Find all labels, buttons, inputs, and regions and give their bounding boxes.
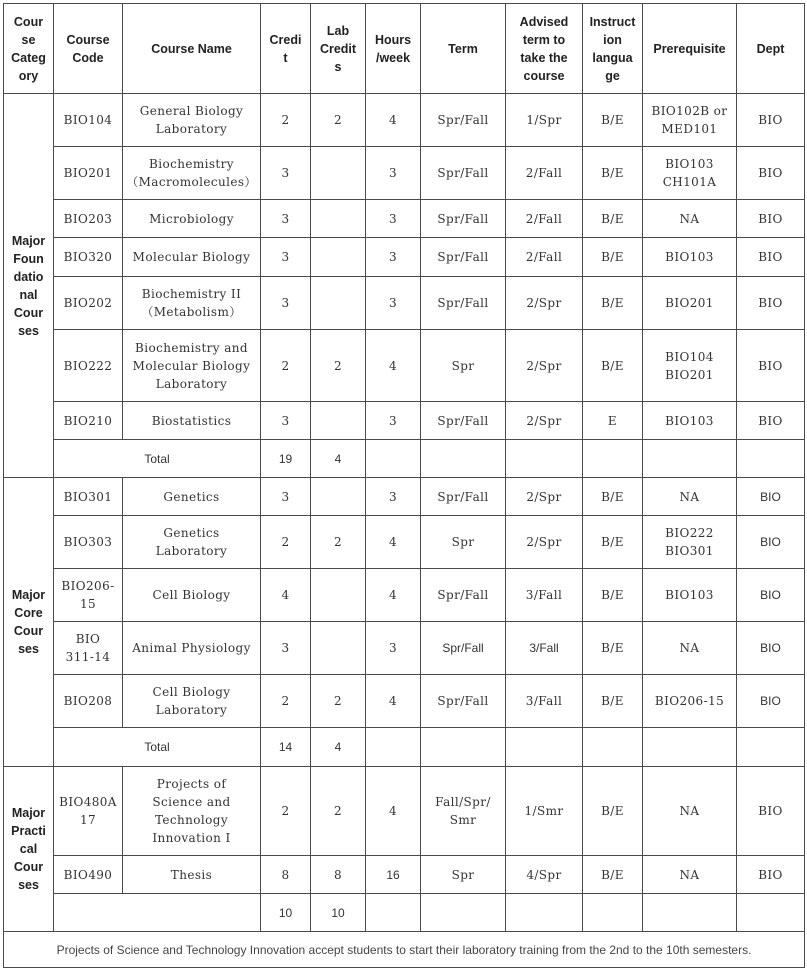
header-term: Term bbox=[421, 4, 506, 94]
header-dept: Dept bbox=[737, 4, 805, 94]
cell-term: Spr/Fall bbox=[421, 478, 506, 516]
cell-lab-credits: 8 bbox=[311, 856, 366, 894]
cell-prerequisite: BIO222 BIO301 bbox=[643, 516, 737, 569]
cell-code: BIO210 bbox=[54, 402, 123, 440]
cell-advised-term: 2/Fall bbox=[506, 238, 583, 277]
cell-name: Genetics bbox=[123, 478, 261, 516]
header-hours-week: Hours /week bbox=[366, 4, 421, 94]
total-credit: 19 bbox=[261, 440, 311, 478]
cell-dept: BIO bbox=[737, 330, 805, 402]
cell-credit: 3 bbox=[261, 277, 311, 330]
cell-lab-credits bbox=[311, 238, 366, 277]
cell-code: BIO201 bbox=[54, 147, 123, 200]
cell-dept: BIO bbox=[737, 622, 805, 675]
cell-language: B/E bbox=[583, 675, 643, 728]
cell-credit: 3 bbox=[261, 200, 311, 238]
empty-cell bbox=[583, 440, 643, 478]
cell-name: Biostatistics bbox=[123, 402, 261, 440]
cell-language: E bbox=[583, 402, 643, 440]
cell-code: BIO490 bbox=[54, 856, 123, 894]
table-row bbox=[4, 200, 805, 238]
table-row bbox=[4, 147, 805, 200]
cell-term: Spr/Fall bbox=[421, 402, 506, 440]
total-lab-credits: 4 bbox=[311, 440, 366, 478]
empty-cell bbox=[506, 440, 583, 478]
total-label bbox=[54, 894, 261, 932]
cell-hours: 3 bbox=[366, 478, 421, 516]
cell-dept: BIO bbox=[737, 675, 805, 728]
cell-code: BIO320 bbox=[54, 238, 123, 277]
cell-language: B/E bbox=[583, 330, 643, 402]
cell-hours: 3 bbox=[366, 277, 421, 330]
cell-advised-term: 2/Spr bbox=[506, 478, 583, 516]
cell-lab-credits bbox=[311, 402, 366, 440]
cell-dept: BIO bbox=[737, 856, 805, 894]
empty-cell bbox=[737, 894, 805, 932]
cell-dept: BIO bbox=[737, 200, 805, 238]
cell-advised-term: 4/Spr bbox=[506, 856, 583, 894]
header-instruction-language: Instruct ion langua ge bbox=[583, 4, 643, 94]
table-row bbox=[4, 478, 805, 516]
table-row bbox=[4, 516, 805, 569]
empty-cell bbox=[737, 728, 805, 767]
cell-term: Spr bbox=[421, 330, 506, 402]
cell-advised-term: 2/Spr bbox=[506, 277, 583, 330]
cell-hours: 3 bbox=[366, 622, 421, 675]
cell-language: B/E bbox=[583, 200, 643, 238]
header-course-name: Course Name bbox=[123, 4, 261, 94]
cell-advised-term: 3/Fall bbox=[506, 569, 583, 622]
cell-prerequisite: BIO103 bbox=[643, 402, 737, 440]
header-course-code: Course Code bbox=[54, 4, 123, 94]
cell-language: B/E bbox=[583, 856, 643, 894]
cell-hours: 4 bbox=[366, 330, 421, 402]
cell-prerequisite: NA bbox=[643, 200, 737, 238]
cell-dept: BIO bbox=[737, 147, 805, 200]
table-row bbox=[4, 330, 805, 402]
empty-cell bbox=[506, 894, 583, 932]
cell-prerequisite: BIO103 CH101A bbox=[643, 147, 737, 200]
table-row bbox=[4, 856, 805, 894]
cell-lab-credits bbox=[311, 147, 366, 200]
cell-hours: 4 bbox=[366, 94, 421, 147]
empty-cell bbox=[421, 894, 506, 932]
cell-dept: BIO bbox=[737, 94, 805, 147]
cell-language: B/E bbox=[583, 622, 643, 675]
cell-lab-credits: 2 bbox=[311, 767, 366, 856]
cell-advised-term: 2/Spr bbox=[506, 330, 583, 402]
header-lab-credits: Lab Credit s bbox=[311, 4, 366, 94]
cell-credit: 2 bbox=[261, 94, 311, 147]
cell-language: B/E bbox=[583, 478, 643, 516]
cell-language: B/E bbox=[583, 516, 643, 569]
cell-term: Spr/Fall bbox=[421, 569, 506, 622]
cell-lab-credits: 2 bbox=[311, 330, 366, 402]
table-row bbox=[4, 675, 805, 728]
cell-credit: 3 bbox=[261, 622, 311, 675]
empty-cell bbox=[366, 440, 421, 478]
cell-term: Spr/Fall bbox=[421, 200, 506, 238]
table-row bbox=[4, 622, 805, 675]
cell-dept: BIO bbox=[737, 478, 805, 516]
course-table bbox=[3, 3, 805, 968]
cell-advised-term: 3/Fall bbox=[506, 675, 583, 728]
cell-code: BIO202 bbox=[54, 277, 123, 330]
cell-hours: 3 bbox=[366, 147, 421, 200]
cell-term: Spr bbox=[421, 516, 506, 569]
cell-term: Fall/Spr/ Smr bbox=[421, 767, 506, 856]
cell-credit: 2 bbox=[261, 516, 311, 569]
category-cell: Major Practi cal Cour ses bbox=[4, 767, 54, 932]
cell-hours: 4 bbox=[366, 675, 421, 728]
table-row bbox=[4, 238, 805, 277]
cell-language: B/E bbox=[583, 767, 643, 856]
table-row bbox=[4, 277, 805, 330]
cell-lab-credits bbox=[311, 569, 366, 622]
cell-code: BIO480A 17 bbox=[54, 767, 123, 856]
cell-lab-credits: 2 bbox=[311, 94, 366, 147]
cell-hours: 16 bbox=[366, 856, 421, 894]
cell-prerequisite: NA bbox=[643, 622, 737, 675]
cell-credit: 3 bbox=[261, 147, 311, 200]
cell-language: B/E bbox=[583, 569, 643, 622]
cell-name: Genetics Laboratory bbox=[123, 516, 261, 569]
total-row bbox=[4, 728, 805, 767]
cell-advised-term: 1/Smr bbox=[506, 767, 583, 856]
cell-dept: BIO bbox=[737, 238, 805, 277]
cell-language: B/E bbox=[583, 238, 643, 277]
header-credit: Credi t bbox=[261, 4, 311, 94]
cell-prerequisite: BIO102B or MED101 bbox=[643, 94, 737, 147]
table-body bbox=[4, 94, 805, 932]
cell-name: Biochemistry and Molecular Biology Laboratory bbox=[123, 330, 261, 402]
cell-dept: BIO bbox=[737, 569, 805, 622]
total-lab-credits: 4 bbox=[311, 728, 366, 767]
cell-language: B/E bbox=[583, 277, 643, 330]
cell-hours: 4 bbox=[366, 767, 421, 856]
cell-lab-credits bbox=[311, 200, 366, 238]
cell-code: BIO208 bbox=[54, 675, 123, 728]
footnote-row bbox=[4, 932, 805, 968]
total-credit: 10 bbox=[261, 894, 311, 932]
empty-cell bbox=[737, 440, 805, 478]
total-credit: 14 bbox=[261, 728, 311, 767]
cell-credit: 3 bbox=[261, 478, 311, 516]
cell-term: Spr bbox=[421, 856, 506, 894]
cell-term: Spr/Fall bbox=[421, 147, 506, 200]
cell-dept: BIO bbox=[737, 277, 805, 330]
empty-cell bbox=[421, 728, 506, 767]
cell-prerequisite: BIO206-15 bbox=[643, 675, 737, 728]
cell-name: Cell Biology Laboratory bbox=[123, 675, 261, 728]
header-row bbox=[4, 4, 805, 94]
cell-hours: 3 bbox=[366, 200, 421, 238]
cell-hours: 3 bbox=[366, 238, 421, 277]
category-cell: Major Foun datio nal Cour ses bbox=[4, 94, 54, 478]
cell-code: BIO222 bbox=[54, 330, 123, 402]
empty-cell bbox=[643, 894, 737, 932]
total-label: Total bbox=[54, 440, 261, 478]
cell-term: Spr/Fall bbox=[421, 622, 506, 675]
total-label: Total bbox=[54, 728, 261, 767]
empty-cell bbox=[366, 894, 421, 932]
cell-prerequisite: NA bbox=[643, 856, 737, 894]
table-row bbox=[4, 94, 805, 147]
header-prerequisite: Prerequisite bbox=[643, 4, 737, 94]
cell-name: Animal Physiology bbox=[123, 622, 261, 675]
header-category: Cour se Categ ory bbox=[4, 4, 54, 94]
cell-name: General Biology Laboratory bbox=[123, 94, 261, 147]
cell-code: BIO301 bbox=[54, 478, 123, 516]
table-row bbox=[4, 767, 805, 856]
cell-code: BIO 311-14 bbox=[54, 622, 123, 675]
empty-cell bbox=[643, 728, 737, 767]
cell-advised-term: 2/Fall bbox=[506, 200, 583, 238]
empty-cell bbox=[583, 728, 643, 767]
cell-prerequisite: BIO103 bbox=[643, 569, 737, 622]
table-row bbox=[4, 569, 805, 622]
cell-hours: 4 bbox=[366, 516, 421, 569]
cell-term: Spr/Fall bbox=[421, 94, 506, 147]
cell-name: Thesis bbox=[123, 856, 261, 894]
cell-hours: 3 bbox=[366, 402, 421, 440]
cell-credit: 3 bbox=[261, 402, 311, 440]
cell-term: Spr/Fall bbox=[421, 238, 506, 277]
cell-code: BIO104 bbox=[54, 94, 123, 147]
cell-credit: 2 bbox=[261, 767, 311, 856]
cell-prerequisite: NA bbox=[643, 478, 737, 516]
cell-code: BIO206- 15 bbox=[54, 569, 123, 622]
cell-lab-credits bbox=[311, 277, 366, 330]
cell-lab-credits: 2 bbox=[311, 516, 366, 569]
total-row bbox=[4, 894, 805, 932]
cell-credit: 4 bbox=[261, 569, 311, 622]
cell-advised-term: 1/Spr bbox=[506, 94, 583, 147]
cell-lab-credits bbox=[311, 622, 366, 675]
cell-language: B/E bbox=[583, 94, 643, 147]
cell-name: Projects of Science and Technology Innovation I bbox=[123, 767, 261, 856]
cell-lab-credits bbox=[311, 478, 366, 516]
cell-credit: 2 bbox=[261, 330, 311, 402]
cell-prerequisite: BIO104 BIO201 bbox=[643, 330, 737, 402]
empty-cell bbox=[506, 728, 583, 767]
cell-term: Spr/Fall bbox=[421, 675, 506, 728]
cell-prerequisite: BIO103 bbox=[643, 238, 737, 277]
cell-credit: 3 bbox=[261, 238, 311, 277]
cell-name: Biochemistry II （Metabolism） bbox=[123, 277, 261, 330]
empty-cell bbox=[366, 728, 421, 767]
cell-name: Microbiology bbox=[123, 200, 261, 238]
total-lab-credits: 10 bbox=[311, 894, 366, 932]
cell-advised-term: 3/Fall bbox=[506, 622, 583, 675]
cell-code: BIO203 bbox=[54, 200, 123, 238]
cell-prerequisite: BIO201 bbox=[643, 277, 737, 330]
empty-cell bbox=[583, 894, 643, 932]
category-cell: Major Core Cour ses bbox=[4, 478, 54, 767]
cell-term: Spr/Fall bbox=[421, 277, 506, 330]
empty-cell bbox=[421, 440, 506, 478]
cell-advised-term: 2/Fall bbox=[506, 147, 583, 200]
empty-cell bbox=[643, 440, 737, 478]
cell-dept: BIO bbox=[737, 767, 805, 856]
cell-name: Molecular Biology bbox=[123, 238, 261, 277]
footnote-text: Projects of Science and Technology Innovation accept students to start their laboratory training from the 2nd to the 10th semesters. bbox=[4, 932, 805, 968]
cell-name: Biochemistry （Macromolecules） bbox=[123, 147, 261, 200]
cell-lab-credits: 2 bbox=[311, 675, 366, 728]
table-row bbox=[4, 402, 805, 440]
cell-credit: 8 bbox=[261, 856, 311, 894]
cell-dept: BIO bbox=[737, 402, 805, 440]
cell-language: B/E bbox=[583, 147, 643, 200]
cell-name: Cell Biology bbox=[123, 569, 261, 622]
header-advised-term: Advised term to take the course bbox=[506, 4, 583, 94]
total-row bbox=[4, 440, 805, 478]
cell-credit: 2 bbox=[261, 675, 311, 728]
cell-code: BIO303 bbox=[54, 516, 123, 569]
cell-advised-term: 2/Spr bbox=[506, 402, 583, 440]
cell-prerequisite: NA bbox=[643, 767, 737, 856]
cell-dept: BIO bbox=[737, 516, 805, 569]
cell-advised-term: 2/Spr bbox=[506, 516, 583, 569]
cell-hours: 4 bbox=[366, 569, 421, 622]
